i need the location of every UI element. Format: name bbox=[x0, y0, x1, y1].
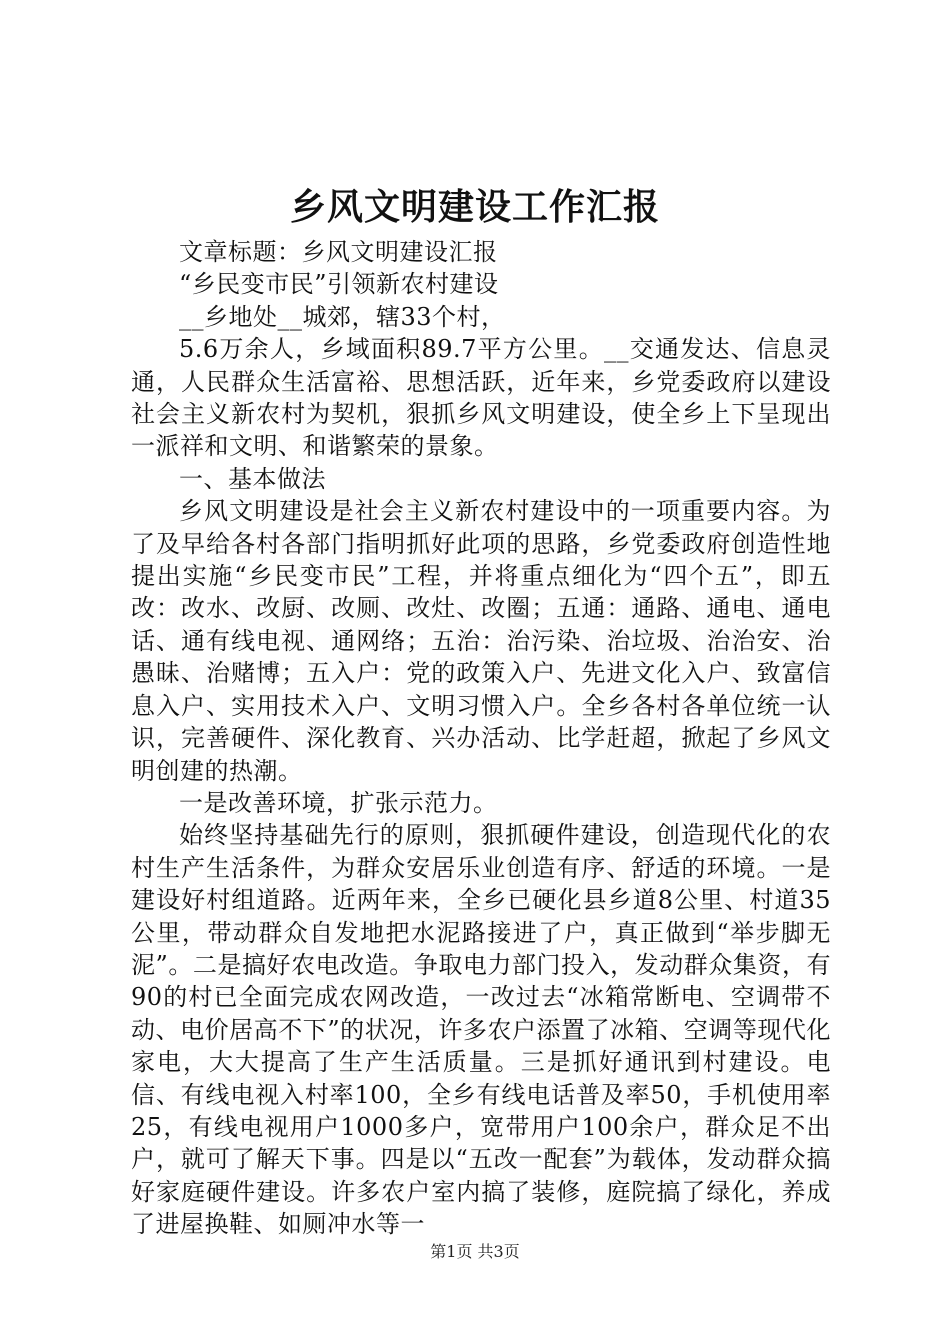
paragraph-article-title: 文章标题：乡风文明建设汇报 bbox=[179, 238, 498, 266]
paragraph-overview: 5.6万余人，乡域面积89.7平方公里。__交通发达、信息灵通，人民群众生活富裕、思想活跃，近年来，乡党委政府以建设社会主义新农村为契机，狠抓乡风文明建设，使全乡上下呈现出一派祥和文明、和谐繁荣的景象。 bbox=[131, 335, 831, 461]
document-body bbox=[131, 236, 831, 1241]
subheading-improve-environment: 一是改善环境，扩张示范力。 bbox=[179, 788, 498, 817]
section-heading-basic-practices: 一、基本做法 bbox=[179, 464, 326, 493]
page-number-footer: 第1页 共3页 bbox=[430, 1242, 520, 1261]
paragraph-location: __乡地处__城郊，辖33个村， bbox=[179, 302, 506, 331]
paragraph-subtitle: “乡民变市民”引领新农村建设 bbox=[179, 270, 499, 299]
paragraph-basic-practices: 乡风文明建设是社会主义新农村建设中的一项重要内容。为了及早给各村各部门指明抓好此项的思路，乡党委政府创造性地提出实施“乡民变市民”工程，并将重点细化为“四个五”，即五改：改水、改厨、改厕、改灶、改圈；五通：通路、通电、通电话、通有线电视、通网络；五治：治污染、治垃圾、治治安、治愚昧、治赌博；五入户：党的政策入户、先进文化入户、致富信息入户、实用技术入户、文明习惯入户。全乡各村各单位统一认识，完善硬件、深化教育、兴办活动、比学赶超，掀起了乡风文明创建的热潮。 bbox=[131, 497, 831, 785]
document-title: 乡风文明建设工作汇报 bbox=[289, 187, 660, 228]
paragraph-infrastructure: 始终坚持基础先行的原则，狠抓硬件建设，创造现代化的农村生产生活条件，为群众安居乐业创造有序、舒适的环境。一是建设好村组道路。近两年来，全乡已硬化县乡道8公里、村道35公里，带动群众自发地把水泥路接进了户，真正做到“举步脚无泥”。二是搞好农电改造。争取电力部门投入，发动群众集资，有90的村已全面完成农网改造，一改过去“冰箱常断电、空调带不动、电价居高不下”的状况，许多农户添置了冰箱、空调等现代化家电，大大提高了生产生活质量。三是抓好通讯到村建设。电信、有线电视入村率100，全乡有线电话普及率50，手机使用率25，有线电视用户1000多户，宽带用户100余户，群众足不出户，就可了解天下事。四是以“五改一配套”为载体，发动群众搞好家庭硬件建设。许多农户室内搞了装修，庭院搞了绿化，养成了进屋换鞋、如厕冲水等一 bbox=[131, 821, 831, 1239]
